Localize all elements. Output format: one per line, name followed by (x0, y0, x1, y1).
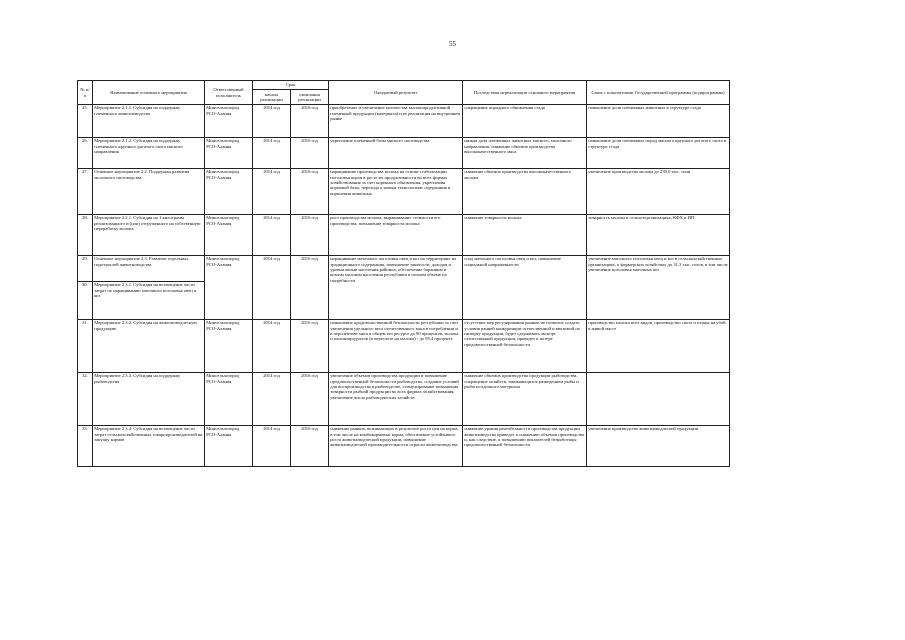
row-num: 33. (78, 426, 93, 467)
row-num: 30. (78, 282, 93, 320)
row-end: 2016 год (291, 105, 329, 138)
header-name: Наименование основного мероприятия (93, 81, 205, 105)
header-start: начала реализации (253, 90, 291, 105)
row-consequences: снижение объемов производства высококачественного молока (463, 169, 587, 215)
row-start: 2014 год (253, 215, 291, 256)
row-name: Мероприятие 2.3.3. Субсидия на поддержку рыбоводства (93, 373, 205, 426)
row-executor: Минсельхозпрод РСО-Алания (205, 105, 253, 138)
row-num: 26. (78, 138, 93, 169)
row-result: укрепление племенной базы мясного скотоводства (329, 138, 463, 169)
row-link: увеличение маточного поголовья овец и коз в сельскохозяйственных организациях, к фермерских хозяйствах до 31,3 тыс. голов, в том числе увеличение поголовья маточных коз (587, 256, 730, 320)
measures-table (77, 80, 730, 467)
table-row (78, 215, 730, 256)
row-name: Основное мероприятие 2.2. Поддержка развития молочного скотоводства (93, 169, 205, 215)
row-result: приобретение и увеличение количества высокопродуктивной племенной продукции (материала) и ее реализация на внутреннем рынке (329, 105, 463, 138)
header-term: Срок (253, 81, 329, 90)
row-result: снижение рынков, возникающих в результате роста цен на корма, в том числе на комбикормовые корма, обеспечение устойчивого роста животноводческой продукции, повышение животноводческой производительности отрасли животноводства (329, 426, 463, 467)
header-end: окончания реализации (291, 90, 329, 105)
row-end: 2016 год (291, 169, 329, 215)
header-executor: Ответственный исполнитель (205, 81, 253, 105)
row-end: 2016 год (291, 138, 329, 169)
table-row (78, 426, 730, 467)
row-name: Мероприятие 2.2.1. Субсидия на 1 килограмм реализованного и (или) отгруженного на собственную переработку молока (93, 215, 205, 256)
row-link: увеличение производства животноводческой продукции (587, 426, 730, 467)
row-executor: Минсельхозпрод РСО-Алания (205, 256, 253, 320)
row-end: 2016 год (291, 256, 329, 320)
row-result: рост производства молока, выравнивание стоимости его производства, повышение товарности молока (329, 215, 463, 256)
header-consequences: Последствия нереализации основного мероприятия (463, 81, 587, 105)
row-start: 2014 год (253, 169, 291, 215)
row-name: Мероприятие 2.1.1. Субсидия на поддержку племенного животноводства (93, 105, 205, 138)
row-result: наращивание маточного поголовья овец и коз на территориях их традиционного содержания, повышение занятости, доходов и уровня жизни населения районов, обеспечение баранины и козьим молоком населения республики в полном объеме их потребности (329, 256, 463, 320)
row-executor: Минсельхозпрод РСО-Алания (205, 426, 253, 467)
row-executor: Минсельхозпрод РСО-Алания (205, 215, 253, 256)
row-num: 31. (78, 320, 93, 373)
row-name: Мероприятие 2.3.2. Субсидия на животноводческую продукцию (93, 320, 205, 373)
row-consequences: сокращение породного обновления стада (463, 105, 587, 138)
header-result: Ожидаемый результат (329, 81, 463, 105)
row-link: увеличение производства молока до 239,0 тыс. тонн (587, 169, 730, 215)
row-result: повышение продовольственной безопасности республики за счет увеличения удельного веса отечественного мяса в потреблении и в перспективе мяса в общем его ресурсе до 90 процентов, молока и молокопродуктов (в пересчете на молоко) - до 95,4 процента (329, 320, 463, 373)
row-end: 2016 год (291, 426, 329, 467)
row-consequences: низкая доля племенных животных мясного, молочного направления, снижение объемов производства высококачественного мяса (463, 138, 587, 169)
row-start: 2014 год (253, 320, 291, 373)
table-row (78, 256, 730, 282)
row-name: Мероприятие 2.3.1. Субсидия на возмещение части затрат по наращиванию маточного поголовья овец и коз (93, 282, 205, 320)
row-end: 2016 год (291, 215, 329, 256)
row-name: Мероприятие 2.1.2. Субсидия на поддержку племенного крупного рогатого скота мясного направления (93, 138, 205, 169)
row-executor: Минсельхозпрод РСО-Алания (205, 138, 253, 169)
row-end: 2016 год (291, 320, 329, 373)
row-link: товарность молока в сельхозорганизациях, КФХ и ИП (587, 215, 730, 256)
row-consequences: спад маточного поголовья овец и коз, повышение социальной напряженности (463, 256, 587, 320)
table-row (78, 373, 730, 426)
row-num: 27. (78, 169, 93, 215)
row-link: повышение доли племенных пород мясного крупного рогатого скота в структуре стада (587, 138, 730, 169)
table-row (78, 320, 730, 373)
row-result: наращивание производства молока на основе стабилизации поголовья коров в росте их продуктивности во всех формах хозяйствования за счет коренного обновления, укрепления кормовой базы, перехода к новым технологиям содержания и кормления животных (329, 169, 463, 215)
row-name: Основное мероприятие 2.3. Развитие отдельных подотраслей животноводства (93, 256, 205, 282)
table-row (78, 169, 730, 215)
row-end: 2016 год (291, 373, 329, 426)
row-consequences: снижение уровня рентабельности производства продукции животноводства приведет к снижению объемов производства и, как следствие, к повышению показателей безработицы продовольственной безопасности (463, 426, 587, 467)
row-executor: Минсельхозпрод РСО-Алания (205, 373, 253, 426)
row-start: 2014 год (253, 105, 291, 138)
header-link: Связь с показателями Государственной программы (подпрограммы) (587, 81, 730, 105)
row-num: 25. (78, 105, 93, 138)
row-start: 2014 год (253, 138, 291, 169)
row-start: 2014 год (253, 426, 291, 467)
row-result: увеличение объемов производства продукции и повышение продовольственной безопасности рыбоводства, создание условий для воспроизводства в рыбоводстве, стимулирование повышения товарности рыбной продукции во всех формах хозяйствования, увеличение числа рыбоводческих хозяйств (329, 373, 463, 426)
row-start: 2014 год (253, 256, 291, 320)
row-num: 28. (78, 215, 93, 256)
row-num: 32. (78, 373, 93, 426)
row-consequences: снижение товарности молока (463, 215, 587, 256)
row-name: Мероприятие 2.3.4. Субсидия на возмещение части затрат сельскохозяйственных товаропроизводителей на закупку кормов (93, 426, 205, 467)
header-num: № п/п (78, 81, 93, 105)
row-link (587, 373, 730, 426)
table-row (78, 138, 730, 169)
row-num: 29. (78, 256, 93, 282)
table-row (78, 105, 730, 138)
row-start: 2014 год (253, 373, 291, 426)
row-executor: Минсельхозпрод РСО-Алания (205, 320, 253, 373)
row-link: производство молока всех видов, производство скота и птицы на убой в живой массе (587, 320, 730, 373)
row-consequences: снижение объемов производства продукции рыбоводства, сокращение хозяйств, занимающихся разведением рыбы и рыбопосадочного материала (463, 373, 587, 426)
row-executor: Минсельхозпрод РСО-Алания (205, 169, 253, 215)
row-consequences: отсутствие мер регулирования рынков не позволит создать условия ранней конкуренции отечественной и ввозимой по импорту продукции, будет сдерживать экспорт отечественной продукции, приведет к потере продовольственной безопасности (463, 320, 587, 373)
row-link: повышение доли племенных животных в структуре стада (587, 105, 730, 138)
page-number: 55 (449, 40, 456, 48)
